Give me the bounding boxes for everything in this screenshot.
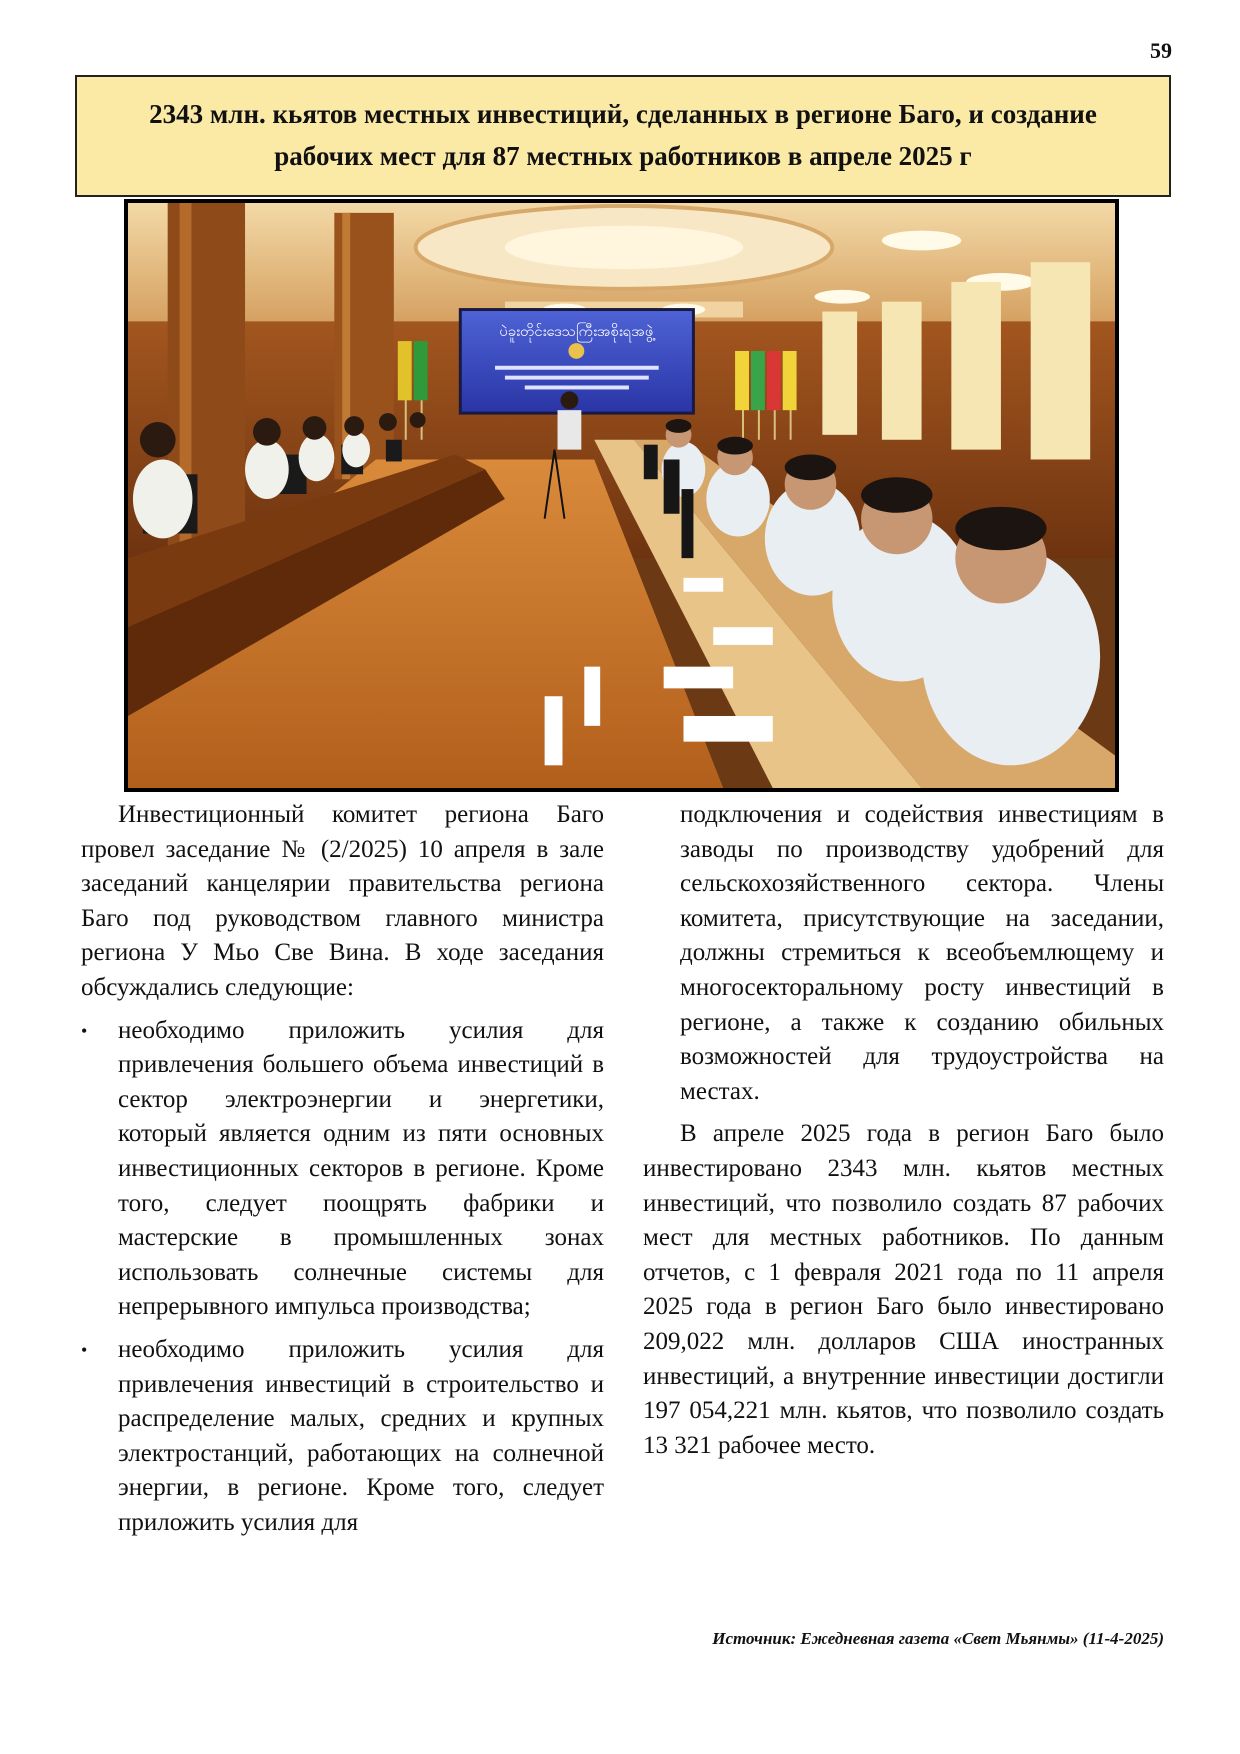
- article-title: 2343 млн. кьятов местных инвестиций, сделанных в регионе Баго, и создание рабочих мест для 87 местных работников в апреле 2025 г: [149, 99, 1097, 171]
- bullet-dot-icon: •: [81, 1339, 88, 1360]
- article-title-box: [75, 75, 1171, 197]
- meeting-photo: [124, 199, 1119, 792]
- meeting-hall-illustration: [128, 203, 1115, 788]
- bullet-dot-icon: •: [81, 1020, 88, 1041]
- intro-paragraph: Инвестиционный комитет региона Баго провел заседание № (2/2025) 10 апреля в зале заседаний канцелярии правительства региона Баго под руководством главного министра региона У Мьо Све Вина. В ходе заседания обсуждались следующие:: [81, 801, 604, 1001]
- bullet-list: [81, 1014, 604, 1541]
- bullet-text: необходимо приложить усилия для привлечения большего объема инвестиций в сектор электроэнергии и энергетики, который является одним из пяти основных инвестиционных секторов в регионе. Кроме того, следует поощрять фабрики и мастерские в промышленных зонах использовать солнечные системы для непрерывного импульса производства;: [118, 1016, 604, 1321]
- bullet-item: [81, 1333, 604, 1541]
- closing-paragraph: В апреле 2025 года в регион Баго было инвестировано 2343 млн. кьятов местных инвестиций, что позволило создать 87 рабочих мест для местных работников. По данным отчетов, с 1 февраля 2021 года по 11 апреля 2025 года в регион Баго было инвестировано 209,022 млн. долларов США иностранных инвестиций, а внутренние инвестиции достигли 197 054,221 млн. кьятов, что позволило создать 13 321 рабочее место.: [643, 1120, 1164, 1459]
- bullet-continuation-paragraph: подключения и содействия инвестициям в заводы по производству удобрений для сельскохозяйственного сектора. Члены комитета, присутствующие на заседании, должны стремиться к всеобъемлющему и многосекторальному росту инвестиций в регионе, а также к созданию обильных возможностей для трудоустройства на местах.: [680, 801, 1164, 1105]
- page-number: 59: [1150, 38, 1172, 63]
- right-column: [643, 798, 1164, 1463]
- screen-caption: ပဲခူးတိုင်းဒေသကြီးအစိုးရအဖွဲ့: [499, 323, 654, 341]
- source-note: Источник: Ежедневная газета «Свет Мьянмы» (11-4-2025): [712, 1629, 1164, 1648]
- bullet-text: необходимо приложить усилия для привлечения инвестиций в строительство и распределение малых, средних и крупных электростанций, работающих на солнечной энергии, в регионе. Кроме того, следует приложить усилия для: [118, 1335, 604, 1536]
- bullet-item: [81, 1014, 604, 1325]
- left-column: [81, 798, 604, 1548]
